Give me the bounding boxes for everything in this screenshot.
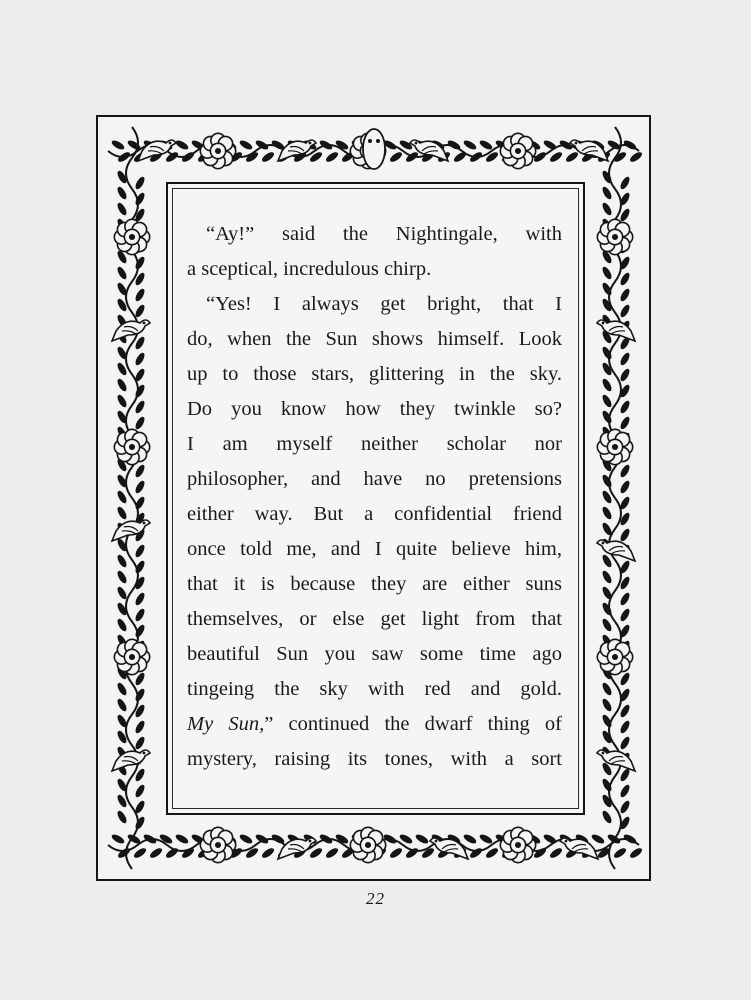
leaf [542,833,557,846]
flower-dot [612,444,618,450]
leaf [148,846,163,859]
leaf [110,139,125,152]
leaf [478,139,493,152]
leaf [116,617,129,632]
leaf [564,150,579,163]
leaf [324,150,339,163]
leaf [134,383,147,398]
leaf [601,377,614,392]
leaf [174,139,189,152]
leaf [116,393,129,408]
text-line: I am myself neither scholar nor [187,433,562,455]
leaf [308,150,323,163]
leaf [116,809,129,824]
text-line: either way. But a confidential friend [187,503,562,525]
bird-icon [112,320,150,341]
leaf [116,377,129,392]
owl-icon [363,129,385,169]
text-line: mystery, raising its tones, with a sort [187,748,562,770]
text-line: do, when the Sun shows himself. Look [187,328,562,350]
flower-dot [215,148,221,154]
flower-dot [365,842,371,848]
text-line: philosopher, and have no pretensions [187,468,562,490]
leaf [134,703,147,718]
leaf [601,473,614,488]
leaf [388,846,403,859]
leaf [134,415,147,430]
text-panel [166,182,585,815]
leaf [132,846,147,859]
leaf [116,489,129,504]
leaf [110,833,125,846]
bird-icon [112,750,150,771]
leaf [619,671,632,686]
leaf [462,833,477,846]
leaf [601,393,614,408]
leaf [116,846,131,859]
leaf [134,479,147,494]
text-line: beautiful Sun you saw some time ago [187,643,562,665]
leaf [601,729,614,744]
leaf [619,479,632,494]
leaf [134,783,147,798]
bird-icon [597,750,635,771]
leaf [134,175,147,190]
leaf [619,735,632,750]
leaf [134,735,147,750]
flower-dot [129,444,135,450]
leaf [116,553,129,568]
leaf [116,265,129,280]
leaf [619,527,632,542]
leaf [628,846,643,859]
leaf [619,719,632,734]
leaf [619,351,632,366]
leaf [601,569,614,584]
leaf [612,846,627,859]
leaf [628,150,643,163]
flower-dot [129,234,135,240]
text-line: up to those stars, glittering in the sky. [187,363,562,385]
leaf [590,833,605,846]
page-number: 22 [366,889,385,908]
text-line: Do you know how they twinkle so? [187,398,562,420]
leaf [134,463,147,478]
leaf [116,569,129,584]
leaf [324,846,339,859]
leaf [601,201,614,216]
leaf [134,287,147,302]
leaf [134,591,147,606]
leaf [619,463,632,478]
leaf [468,846,483,859]
flower-dot [612,234,618,240]
leaf [116,681,129,696]
text-line: tingeing the sky with red and gold. [187,678,562,700]
leaf [134,543,147,558]
owl-eye [376,139,380,143]
leaf [601,185,614,200]
leaf [619,303,632,318]
owl-eye [368,139,372,143]
leaf [478,833,493,846]
flower-dot [515,842,521,848]
leaf [134,815,147,830]
leaf [134,351,147,366]
leaf [462,139,477,152]
bird-icon [560,838,598,859]
leaf [388,150,403,163]
leaf [116,185,129,200]
leaf [116,585,129,600]
flower-dot [515,148,521,154]
leaf [601,777,614,792]
flower-dot [215,842,221,848]
text-line: a sceptical, incredulous chirp. [187,258,432,280]
flower-dot [129,654,135,660]
text-line: that it is because they are either suns [187,573,562,595]
leaf [116,697,129,712]
leaf [601,697,614,712]
leaf [601,505,614,520]
leaf [542,139,557,152]
text-run: ” continued the dwarf thing of [264,713,562,735]
leaf [238,139,253,152]
leaf [484,150,499,163]
leaf [260,846,275,859]
leaf [548,150,563,163]
leaf [619,415,632,430]
leaf [548,846,563,859]
leaf [601,617,614,632]
text-line: themselves, or else get light from that [187,608,562,630]
leaf [619,783,632,798]
leaf [619,799,632,814]
text-line: “Yes! I always get bright, that I [206,293,562,315]
leaf [414,833,429,846]
leaf [134,719,147,734]
text-line [187,714,562,735]
leaf [619,175,632,190]
text-line: once told me, and I quite believe him, [187,538,562,560]
leaf [619,287,632,302]
text-line: “Ay!” said the Nightingale, with [206,223,562,245]
leaf [601,681,614,696]
bird-icon [430,838,468,859]
leaf [260,150,275,163]
leaf [619,607,632,622]
leaf [134,607,147,622]
flower-dot [612,654,618,660]
leaf [601,265,614,280]
leaf [619,367,632,382]
leaf [116,201,129,216]
leaf [619,591,632,606]
leaf [238,833,253,846]
leaf [174,833,189,846]
leaf [619,399,632,414]
leaf [601,809,614,824]
italic-phrase: My Sun, [187,713,265,735]
leaf [116,505,129,520]
